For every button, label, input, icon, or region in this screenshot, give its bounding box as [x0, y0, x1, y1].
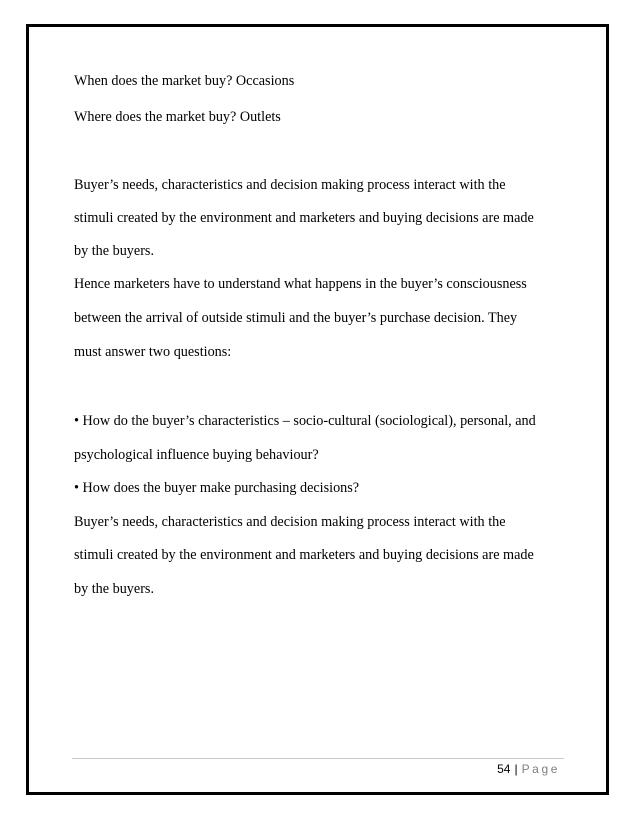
bullet-2: • How does the buyer make purchasing decisions?	[74, 480, 360, 496]
paragraph-3-line-2: stimuli created by the environment and marketers and buying decisions are made	[74, 547, 534, 563]
text-line-when: When does the market buy? Occasions	[74, 73, 295, 89]
paragraph-2-line-2: between the arrival of outside stimuli and the buyer’s purchase decision. They	[74, 310, 518, 326]
paragraph-2-line-1: Hence marketers have to understand what happens in the buyer’s consciousness	[74, 276, 527, 292]
page-footer	[497, 762, 560, 776]
paragraph-3-line-3: by the buyers.	[74, 581, 154, 597]
page-border	[26, 24, 609, 795]
paragraph-1-line-1: Buyer’s needs, characteristics and decision making process interact with the	[74, 177, 506, 193]
paragraph-1-line-3: by the buyers.	[74, 243, 154, 259]
page-number: 54	[497, 762, 511, 776]
paragraph-3-line-1: Buyer’s needs, characteristics and decision making process interact with the	[74, 514, 506, 530]
bullet-1-line-2: psychological influence buying behaviour?	[74, 447, 319, 463]
paragraph-1-line-2: stimuli created by the environment and marketers and buying decisions are made	[74, 210, 534, 226]
paragraph-2-line-3: must answer two questions:	[74, 344, 232, 360]
bullet-1-line-1: • How do the buyer’s characteristics – socio-cultural (sociological), personal, and	[74, 413, 536, 429]
page-label: Page	[521, 762, 560, 776]
footer-divider	[72, 758, 564, 759]
footer-separator: |	[514, 762, 518, 776]
text-line-where: Where does the market buy? Outlets	[74, 109, 281, 125]
